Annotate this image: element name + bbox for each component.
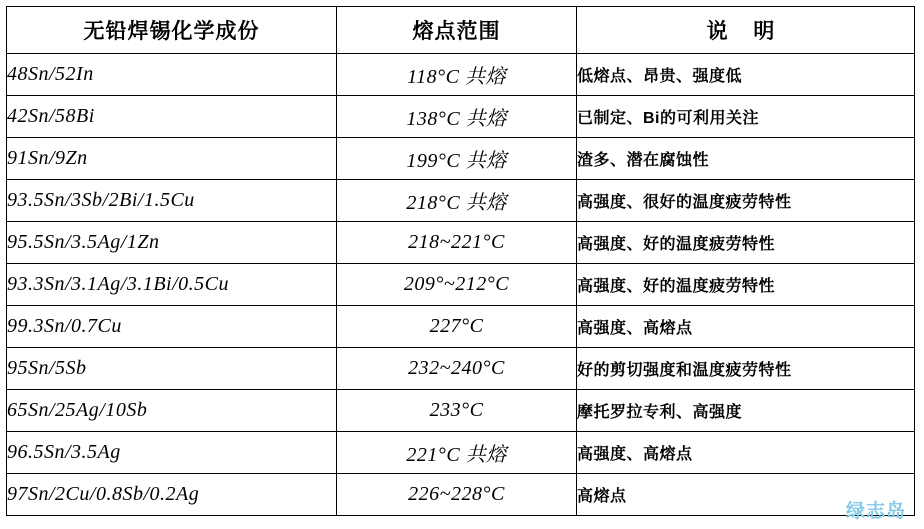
- cell-composition: 95.5Sn/3.5Ag/1Zn: [7, 222, 337, 264]
- cell-description: 高强度、很好的温度疲劳特性: [577, 180, 915, 222]
- cell-composition: 95Sn/5Sb: [7, 348, 337, 390]
- cell-melting-range: 218°C 共熔: [337, 180, 577, 222]
- cell-melting-range: 221°C 共熔: [337, 432, 577, 474]
- table-row: [7, 54, 915, 96]
- table-row: [7, 306, 915, 348]
- cell-description: 好的剪切强度和温度疲劳特性: [577, 348, 915, 390]
- header-cell-composition: 无铅焊锡化学成份: [7, 7, 337, 54]
- table-row: [7, 432, 915, 474]
- cell-composition: 99.3Sn/0.7Cu: [7, 306, 337, 348]
- cell-description: 高强度、好的温度疲劳特性: [577, 264, 915, 306]
- cell-description: 低熔点、昂贵、强度低: [577, 54, 915, 96]
- table-row: [7, 348, 915, 390]
- header-cell-melting-range: 熔点范围: [337, 7, 577, 54]
- cell-description: 高熔点: [577, 474, 915, 516]
- cell-composition: 42Sn/58Bi: [7, 96, 337, 138]
- cell-description: 高强度、高熔点: [577, 306, 915, 348]
- header-cell-description: 说 明: [577, 7, 915, 54]
- cell-composition: 93.3Sn/3.1Ag/3.1Bi/0.5Cu: [7, 264, 337, 306]
- cell-melting-range: 199°C 共熔: [337, 138, 577, 180]
- table-row: [7, 180, 915, 222]
- table-row: [7, 222, 915, 264]
- cell-description: 摩托罗拉专利、高强度: [577, 390, 915, 432]
- cell-composition: 48Sn/52In: [7, 54, 337, 96]
- cell-description: 高强度、好的温度疲劳特性: [577, 222, 915, 264]
- cell-melting-range: 209°~212°C: [337, 264, 577, 306]
- header-row: [7, 7, 915, 54]
- cell-description: 高强度、高熔点: [577, 432, 915, 474]
- cell-melting-range: 118°C 共熔: [337, 54, 577, 96]
- cell-composition: 96.5Sn/3.5Ag: [7, 432, 337, 474]
- table-row: [7, 390, 915, 432]
- cell-composition: 97Sn/2Cu/0.8Sb/0.2Ag: [7, 474, 337, 516]
- cell-melting-range: 138°C 共熔: [337, 96, 577, 138]
- cell-melting-range: 218~221°C: [337, 222, 577, 264]
- cell-melting-range: 233°C: [337, 390, 577, 432]
- cell-composition: 65Sn/25Ag/10Sb: [7, 390, 337, 432]
- table-header: [7, 7, 915, 54]
- table-row: [7, 138, 915, 180]
- table-body: [7, 54, 915, 516]
- cell-melting-range: 232~240°C: [337, 348, 577, 390]
- watermark-text: 绿志岛: [845, 501, 906, 522]
- table-row: [7, 96, 915, 138]
- cell-description: 已制定、Bi的可利用关注: [577, 96, 915, 138]
- table-row: [7, 474, 915, 516]
- solder-alloy-table: [6, 6, 915, 516]
- table-row: [7, 264, 915, 306]
- cell-description: 渣多、潜在腐蚀性: [577, 138, 915, 180]
- cell-melting-range: 227°C: [337, 306, 577, 348]
- cell-melting-range: 226~228°C: [337, 474, 577, 516]
- cell-composition: 91Sn/9Zn: [7, 138, 337, 180]
- cell-composition: 93.5Sn/3Sb/2Bi/1.5Cu: [7, 180, 337, 222]
